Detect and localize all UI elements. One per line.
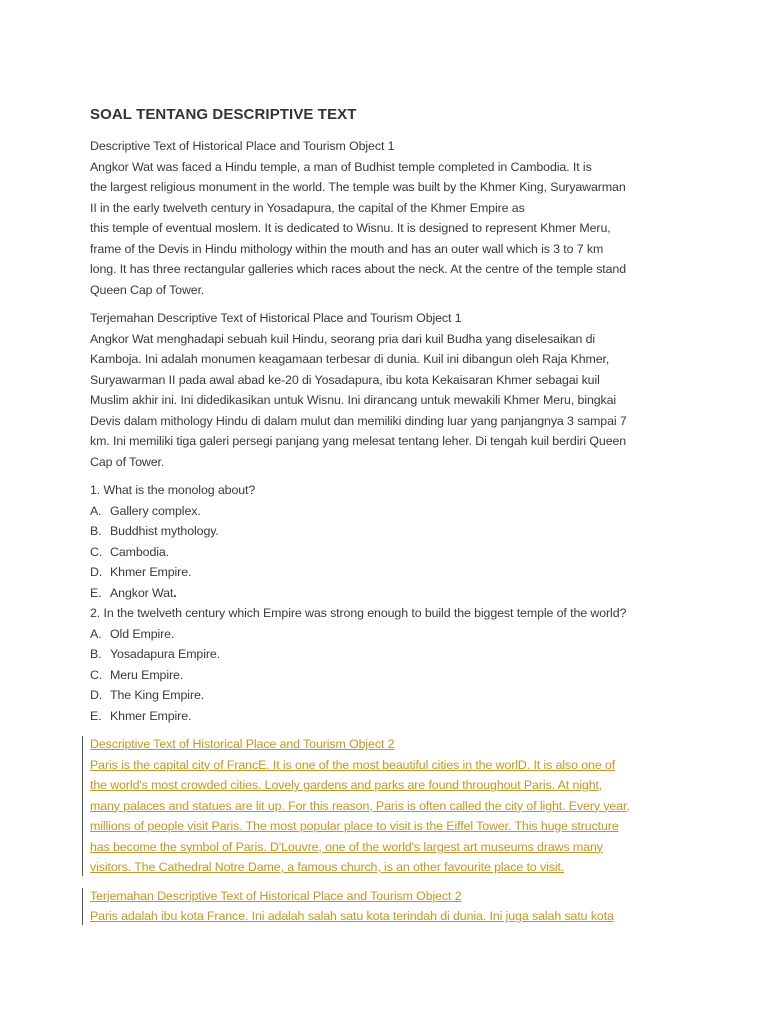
translation-1-line: Muslim akhir ini. Ini didedikasikan untuk Wisnu. Ini dirancang untuk mewakili Khmer Meru, bingkai — [90, 393, 617, 407]
translation-2-heading-link[interactable]: Terjemahan Descriptive Text of Historical Place and Tourism Object 2 — [90, 888, 462, 903]
question-2: 2. In the twelveth century which Empire was strong enough to build the biggest temple of the world? — [90, 606, 627, 620]
translation-1-line: km. Ini memiliki tiga galeri persegi panjang yang melesat tentang leher. Di tengah kuil berdiri Queen — [90, 434, 627, 448]
translation-1-line: Kamboja. Ini adalah monumen keagamaan terbesar di dunia. Kuil ini dibangun oleh Raja Khmer, — [90, 352, 610, 366]
question-1-option-e — [90, 583, 680, 604]
question-1-option-d — [90, 562, 680, 583]
question-2-option-e — [90, 706, 680, 727]
option-text: Cambodia. — [110, 544, 170, 559]
section-2-line-link[interactable]: the world's most crowded cities. Lovely gardens and parks are found throughout Paris. At night, — [90, 778, 603, 792]
option-letter: A. — [90, 626, 102, 641]
section-2-line-link[interactable]: millions of people visit Paris. The most popular place to visit is the Eiffel Tower. This huge structure — [90, 819, 619, 833]
section-1-line: the largest religious monument in the world. The temple was built by the Khmer King, Suryawarman — [90, 180, 626, 194]
translation-1-line: Angkor Wat menghadapi sebuah kuil Hindu, seorang pria dari kuil Budha yang diselesaikan di — [90, 331, 596, 346]
translation-1-heading: Terjemahan Descriptive Text of Historical Place and Tourism Object 1 — [90, 311, 462, 325]
translation-1 — [90, 308, 680, 472]
option-text: Meru Empire. — [110, 667, 184, 682]
option-text: Old Empire. — [110, 626, 175, 641]
option-text: Khmer Empire. — [110, 708, 192, 723]
section-1 — [90, 136, 680, 300]
section-1-line: this temple of eventual moslem. It is dedicated to Wisnu. It is designed to represent Khmer Meru, — [90, 221, 611, 235]
section-1-line: Angkor Wat was faced a Hindu temple, a man of Budhist temple completed in Cambodia. It is — [90, 159, 592, 174]
option-letter: B. — [90, 524, 102, 538]
section-1-heading: Descriptive Text of Historical Place and Tourism Object 1 — [90, 139, 395, 153]
option-letter: C. — [90, 667, 103, 682]
option-text: Yosadapura Empire. — [110, 647, 221, 661]
translation-1-line: Suryawarman II pada awal abad ke-20 di Yosadapura, ibu kota Kekaisaran Khmer sebagai kuil — [90, 372, 600, 387]
question-1-option-a — [90, 501, 680, 522]
section-1-line: long. It has three rectangular galleries which races about the neck. At the centre of the temple stand — [90, 262, 626, 276]
quote-bar — [82, 888, 83, 925]
option-letter: D. — [90, 688, 103, 702]
option-letter: E. — [90, 708, 102, 723]
option-letter: A. — [90, 503, 102, 518]
option-letter: E. — [90, 585, 102, 600]
quote-bar — [82, 736, 83, 876]
question-2-option-d — [90, 685, 680, 706]
option-text: The King Empire. — [110, 688, 205, 702]
option-letter: B. — [90, 647, 102, 661]
question-1-option-c — [90, 542, 680, 563]
question-2-option-b — [90, 644, 680, 665]
question-1-option-b — [90, 521, 680, 542]
option-suffix: . — [173, 585, 177, 600]
section-1-line: II in the early twelveth century in Yosadapura, the capital of the Khmer Empire as — [90, 200, 525, 215]
translation-1-line: Cap of Tower. — [90, 454, 165, 469]
option-letter: C. — [90, 544, 103, 559]
section-2-line-link[interactable]: many palaces and statues are lit up. For this reason, Paris is often called the city of light. Every year, — [90, 798, 630, 813]
section-1-line: Queen Cap of Tower. — [90, 282, 205, 297]
question-2-option-a — [90, 624, 680, 645]
option-text: Khmer Empire. — [110, 565, 192, 579]
section-2-line-link[interactable]: visitors. The Cathedral Notre Dame, a famous church, is an other favourite place to visit. — [90, 860, 565, 874]
section-2-heading-link[interactable]: Descriptive Text of Historical Place and Tourism Object 2 — [90, 737, 395, 751]
option-text: Gallery complex. — [110, 503, 201, 518]
section-2-line-link[interactable]: Paris is the capital city of FrancE. It is one of the most beautiful cities in the worlD. It is also one of — [90, 757, 616, 772]
translation-2-line-link[interactable]: Paris adalah ibu kota France. Ini adalah salah satu kota terindah di dunia. Ini juga salah satu kota — [90, 909, 614, 923]
option-letter: D. — [90, 565, 103, 579]
section-1-line: frame of the Devis in Hindu mithology within the mouth and has an outer wall which is 3 to 7 km — [90, 241, 604, 256]
translation-1-line: Devis dalam mithology Hindu di dalam mulut dan memiliki dinding luar yang panjangnya 3 sampai 7 — [90, 413, 627, 428]
section-2-link-block[interactable] — [90, 734, 680, 878]
document — [90, 100, 680, 935]
translation-2-link-block[interactable] — [90, 886, 680, 927]
option-text: Angkor Wat — [110, 585, 174, 600]
option-text: Buddhist mythology. — [110, 524, 219, 538]
section-2-line-link[interactable]: has become the symbol of Paris. D'Louvre, one of the world's largest art museums draws many — [90, 839, 603, 854]
questions — [90, 480, 680, 726]
page-title: SOAL TENTANG DESCRIPTIVE TEXT — [90, 106, 357, 123]
question-2-option-c — [90, 665, 680, 686]
question-1: 1. What is the monolog about? — [90, 483, 256, 497]
